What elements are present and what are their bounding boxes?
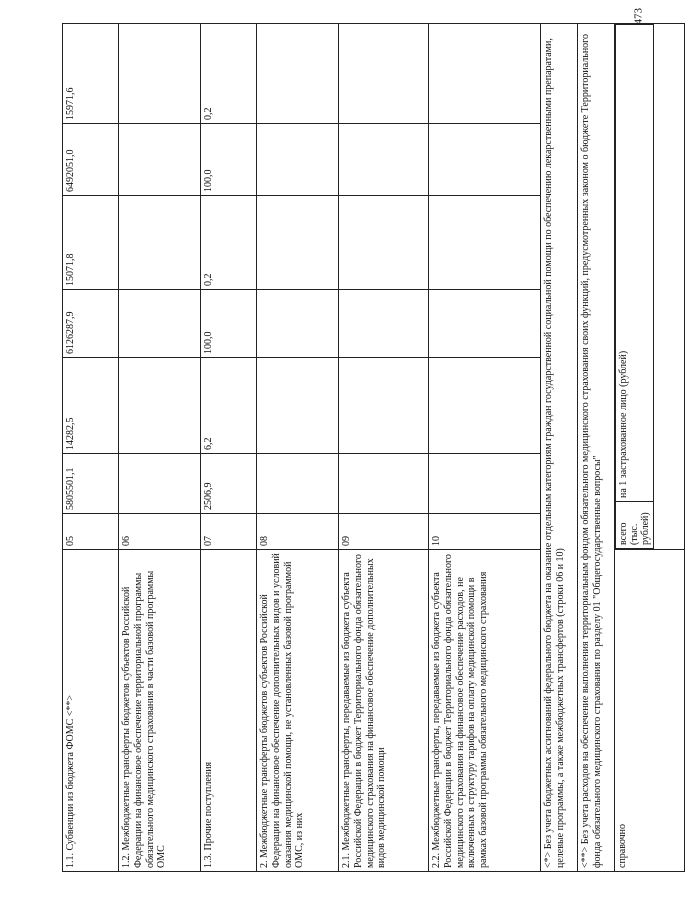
cell-value bbox=[339, 124, 429, 196]
cell-value: 15971,6 bbox=[63, 24, 119, 124]
footnote-text: <**> Без учета расходов на обеспечение выполнения территориальным фондом обязательного медицинского страхования своих функций, предусмотренных законом о бюджете Территориального фонда обязательного медицинского страхования по разделу 01 "Общегосударственные вопросы" bbox=[578, 24, 615, 872]
cell-value bbox=[429, 454, 541, 514]
table-row bbox=[339, 24, 429, 872]
cell-value bbox=[119, 358, 201, 454]
cell-value bbox=[339, 290, 429, 358]
cell-value bbox=[119, 24, 201, 124]
row-code: 06 bbox=[119, 514, 201, 550]
row-label: 2.1. Межбюджетные трансферты, передаваемые из бюджета субъекта Российской Федерации в бюджет Территориального фонда обязательного медицинского страхования на финансовое обеспечение дополнительных видов медицинской помощи bbox=[339, 550, 429, 872]
cell-value bbox=[429, 24, 541, 124]
cell-value bbox=[429, 124, 541, 196]
cell-value: 6,2 bbox=[201, 358, 257, 454]
reference-subtable bbox=[615, 24, 654, 549]
cell-value bbox=[429, 358, 541, 454]
footnote-row bbox=[541, 24, 578, 872]
cell-value bbox=[119, 196, 201, 290]
row-label: 1.3. Прочие поступления bbox=[201, 550, 257, 872]
cell-value bbox=[257, 196, 339, 290]
row-code: 09 bbox=[339, 514, 429, 550]
cell-value: 0,2 bbox=[201, 24, 257, 124]
row-label: 1.2. Межбюджетные трансферты бюджетов субъектов Российской Федерации на финансовое обеспечение территориальной программы обязательного медицинского страхования в части базовой программы ОМС bbox=[119, 550, 201, 872]
cell-value: 0,2 bbox=[201, 196, 257, 290]
cell-value bbox=[257, 24, 339, 124]
table-row bbox=[119, 24, 201, 872]
cell-value: 6492051,0 bbox=[63, 124, 119, 196]
cell-value bbox=[119, 124, 201, 196]
cell-value bbox=[339, 24, 429, 124]
reference-per-person-header: на 1 застрахованное лицо (рублей) bbox=[616, 25, 654, 502]
reference-total-header: всего (тыс. рублей) bbox=[616, 502, 654, 549]
cell-value: 6126287,9 bbox=[63, 290, 119, 358]
row-label: 2.2. Межбюджетные трансферты, передаваемые из бюджета субъекта Российской Федерации в бюджет Территориального фонда обязательного медицинского страхования на финансовое обеспечение расходов, не включенных в структуру тарифов на оплату медицинской помощи в рамках базовой программы обязательного медицинского страхования bbox=[429, 550, 541, 872]
cell-value: 100,0 bbox=[201, 290, 257, 358]
cell-value: 5805501,1 bbox=[63, 454, 119, 514]
cell-value: 100,0 bbox=[201, 124, 257, 196]
row-code: 10 bbox=[429, 514, 541, 550]
row-code: 05 bbox=[63, 514, 119, 550]
table-row bbox=[201, 24, 257, 872]
footnote-text: <*> Без учета бюджетных ассигнований федерального бюджета на оказание отдельным категориям граждан государственной социальной помощи по обеспечению лекарственными препаратами, целевые программы, а также межбюджетных трансфертов (строки 06 и 10) bbox=[541, 24, 578, 872]
row-code: 08 bbox=[257, 514, 339, 550]
row-label: 2. Межбюджетные трансферты бюджетов субъектов Российской Федерации на финансовое обеспечение дополнительных видов и условий оказания медицинской помощи, не установленных базовой программой ОМС, из них bbox=[257, 550, 339, 872]
cell-value: 2506,9 bbox=[201, 454, 257, 514]
cell-value bbox=[119, 290, 201, 358]
table-row bbox=[429, 24, 541, 872]
cell-value bbox=[339, 358, 429, 454]
row-code: 07 bbox=[201, 514, 257, 550]
cell-value bbox=[119, 454, 201, 514]
cell-value bbox=[257, 124, 339, 196]
cell-value: 14282,5 bbox=[63, 358, 119, 454]
reference-label: справочно bbox=[615, 550, 685, 872]
financing-table bbox=[62, 23, 685, 872]
table-row bbox=[257, 24, 339, 872]
cell-value: 15071,8 bbox=[63, 196, 119, 290]
row-label: 1.1. Субвенции из бюджета ФОМС <**> bbox=[63, 550, 119, 872]
cell-value bbox=[257, 454, 339, 514]
table-row bbox=[63, 24, 119, 872]
reference-row bbox=[615, 24, 685, 872]
cell-value bbox=[429, 196, 541, 290]
cell-value bbox=[257, 358, 339, 454]
cell-value bbox=[339, 196, 429, 290]
rotated-table-page bbox=[62, 24, 651, 872]
cell-value bbox=[429, 290, 541, 358]
cell-value bbox=[339, 454, 429, 514]
footnote-row bbox=[578, 24, 615, 872]
page-number: 473 bbox=[632, 8, 644, 25]
cell-value bbox=[257, 290, 339, 358]
